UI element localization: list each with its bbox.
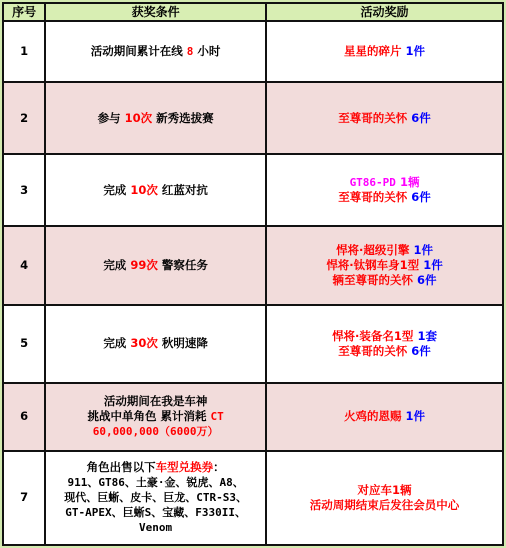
reward-name: 悍将·超级引擎 [336, 242, 410, 257]
reward-count: 6件 [411, 190, 431, 205]
condition-text: 参与 [97, 110, 121, 125]
condition-number: 30次 [130, 336, 158, 351]
condition-line [48, 460, 263, 475]
reward-line [269, 258, 500, 273]
row-reward [267, 22, 502, 81]
table-row [4, 22, 502, 81]
row-index: 5 [4, 306, 44, 382]
reward-name: 至尊哥的关怀 [338, 110, 408, 125]
reward-name: GT86-PD [349, 176, 396, 190]
condition-text: 角色出售以下 [86, 460, 156, 475]
header-reward: 活动奖励 [267, 4, 502, 20]
condition-number: 10次 [124, 110, 153, 125]
condition-number: 10次 [130, 182, 158, 197]
table-row [4, 384, 502, 450]
reward-count: 1件 [423, 257, 443, 272]
reward-line [269, 190, 500, 205]
row-reward [267, 452, 502, 544]
row-condition [46, 155, 265, 225]
reward-count: 6件 [417, 272, 437, 287]
reward-count: 1件 [413, 242, 433, 257]
header-condition: 获奖条件 [46, 4, 265, 20]
condition-text: ： [213, 460, 225, 475]
row-condition [46, 83, 265, 153]
row-index: 1 [4, 22, 44, 81]
row-index: 3 [4, 155, 44, 225]
row-reward [267, 155, 502, 225]
table-row [4, 227, 502, 303]
reward-count: 1件 [405, 44, 426, 59]
condition-amount: 60,000,000（6000万） [92, 425, 219, 439]
reward-line [269, 273, 500, 288]
reward-line [269, 243, 500, 258]
table-row [4, 452, 502, 544]
car-list-line: 911、GT86、土豪·金、锐虎、A8、 [67, 476, 244, 490]
reward-count: 1辆 [399, 175, 420, 190]
condition-line: 活动期间在我是车神 [103, 394, 208, 409]
reward-name: 星星的碎片 [344, 44, 402, 59]
condition-text: 完成 [103, 182, 127, 197]
table-header [4, 4, 502, 20]
car-list-line: GT-APEX、巨蜥S、宝藏、F330II、 [65, 506, 246, 520]
reward-name: 至尊哥的关怀 [338, 343, 408, 358]
reward-count: 6件 [411, 110, 431, 125]
row-condition [46, 384, 265, 450]
condition-text: 活动期间累计在线 [90, 44, 183, 59]
reward-count: 6件 [411, 343, 431, 358]
row-condition [46, 306, 265, 382]
reward-name: 辆至尊哥的关怀 [332, 272, 413, 287]
reward-count: 1套 [417, 328, 437, 343]
condition-text: 秋明速降 [161, 336, 208, 351]
condition-text: 挑战中单角色 累计消耗 [87, 409, 207, 424]
reward-line [269, 344, 500, 359]
car-list-line: 现代、巨蜥、皮卡、巨龙、CTR-S3、 [64, 491, 247, 505]
row-reward [267, 306, 502, 382]
table-row [4, 83, 502, 153]
reward-line: 活动周期结束后发往会员中心 [309, 497, 460, 512]
condition-text: 完成 [103, 257, 127, 272]
reward-table [2, 2, 504, 546]
row-condition [46, 22, 265, 81]
row-index: 7 [4, 452, 44, 544]
condition-number: 8 [186, 45, 194, 59]
reward-line [269, 175, 500, 190]
reward-name: 火鸡的恩赐 [344, 409, 402, 424]
row-reward [267, 83, 502, 153]
reward-name: 至尊哥的关怀 [338, 190, 408, 205]
condition-number: 99次 [130, 257, 158, 272]
reward-name: 悍将·钛钢车身1型 [326, 257, 420, 272]
row-reward [267, 384, 502, 450]
reward-count: 1件 [405, 409, 426, 424]
table-row [4, 306, 502, 382]
car-list-line: Venom [139, 521, 173, 535]
condition-currency: CT [210, 410, 224, 424]
row-condition [46, 227, 265, 303]
condition-text: 完成 [103, 336, 127, 351]
reward-name: 悍将·装备名1型 [332, 328, 414, 343]
condition-text: 小时 [197, 44, 221, 59]
condition-text: 红蓝对抗 [161, 182, 208, 197]
condition-text: 新秀选拔赛 [156, 110, 214, 125]
reward-line [269, 329, 500, 344]
row-index: 4 [4, 227, 44, 303]
reward-line: 对应车1辆 [357, 482, 412, 497]
condition-text: 警察任务 [161, 257, 208, 272]
condition-line [48, 409, 263, 424]
row-index: 6 [4, 384, 44, 450]
row-reward [267, 227, 502, 303]
row-condition [46, 452, 265, 544]
header-index: 序号 [4, 4, 44, 20]
table-row [4, 155, 502, 225]
condition-highlight: 车型兑换券 [155, 460, 214, 475]
row-index: 2 [4, 83, 44, 153]
